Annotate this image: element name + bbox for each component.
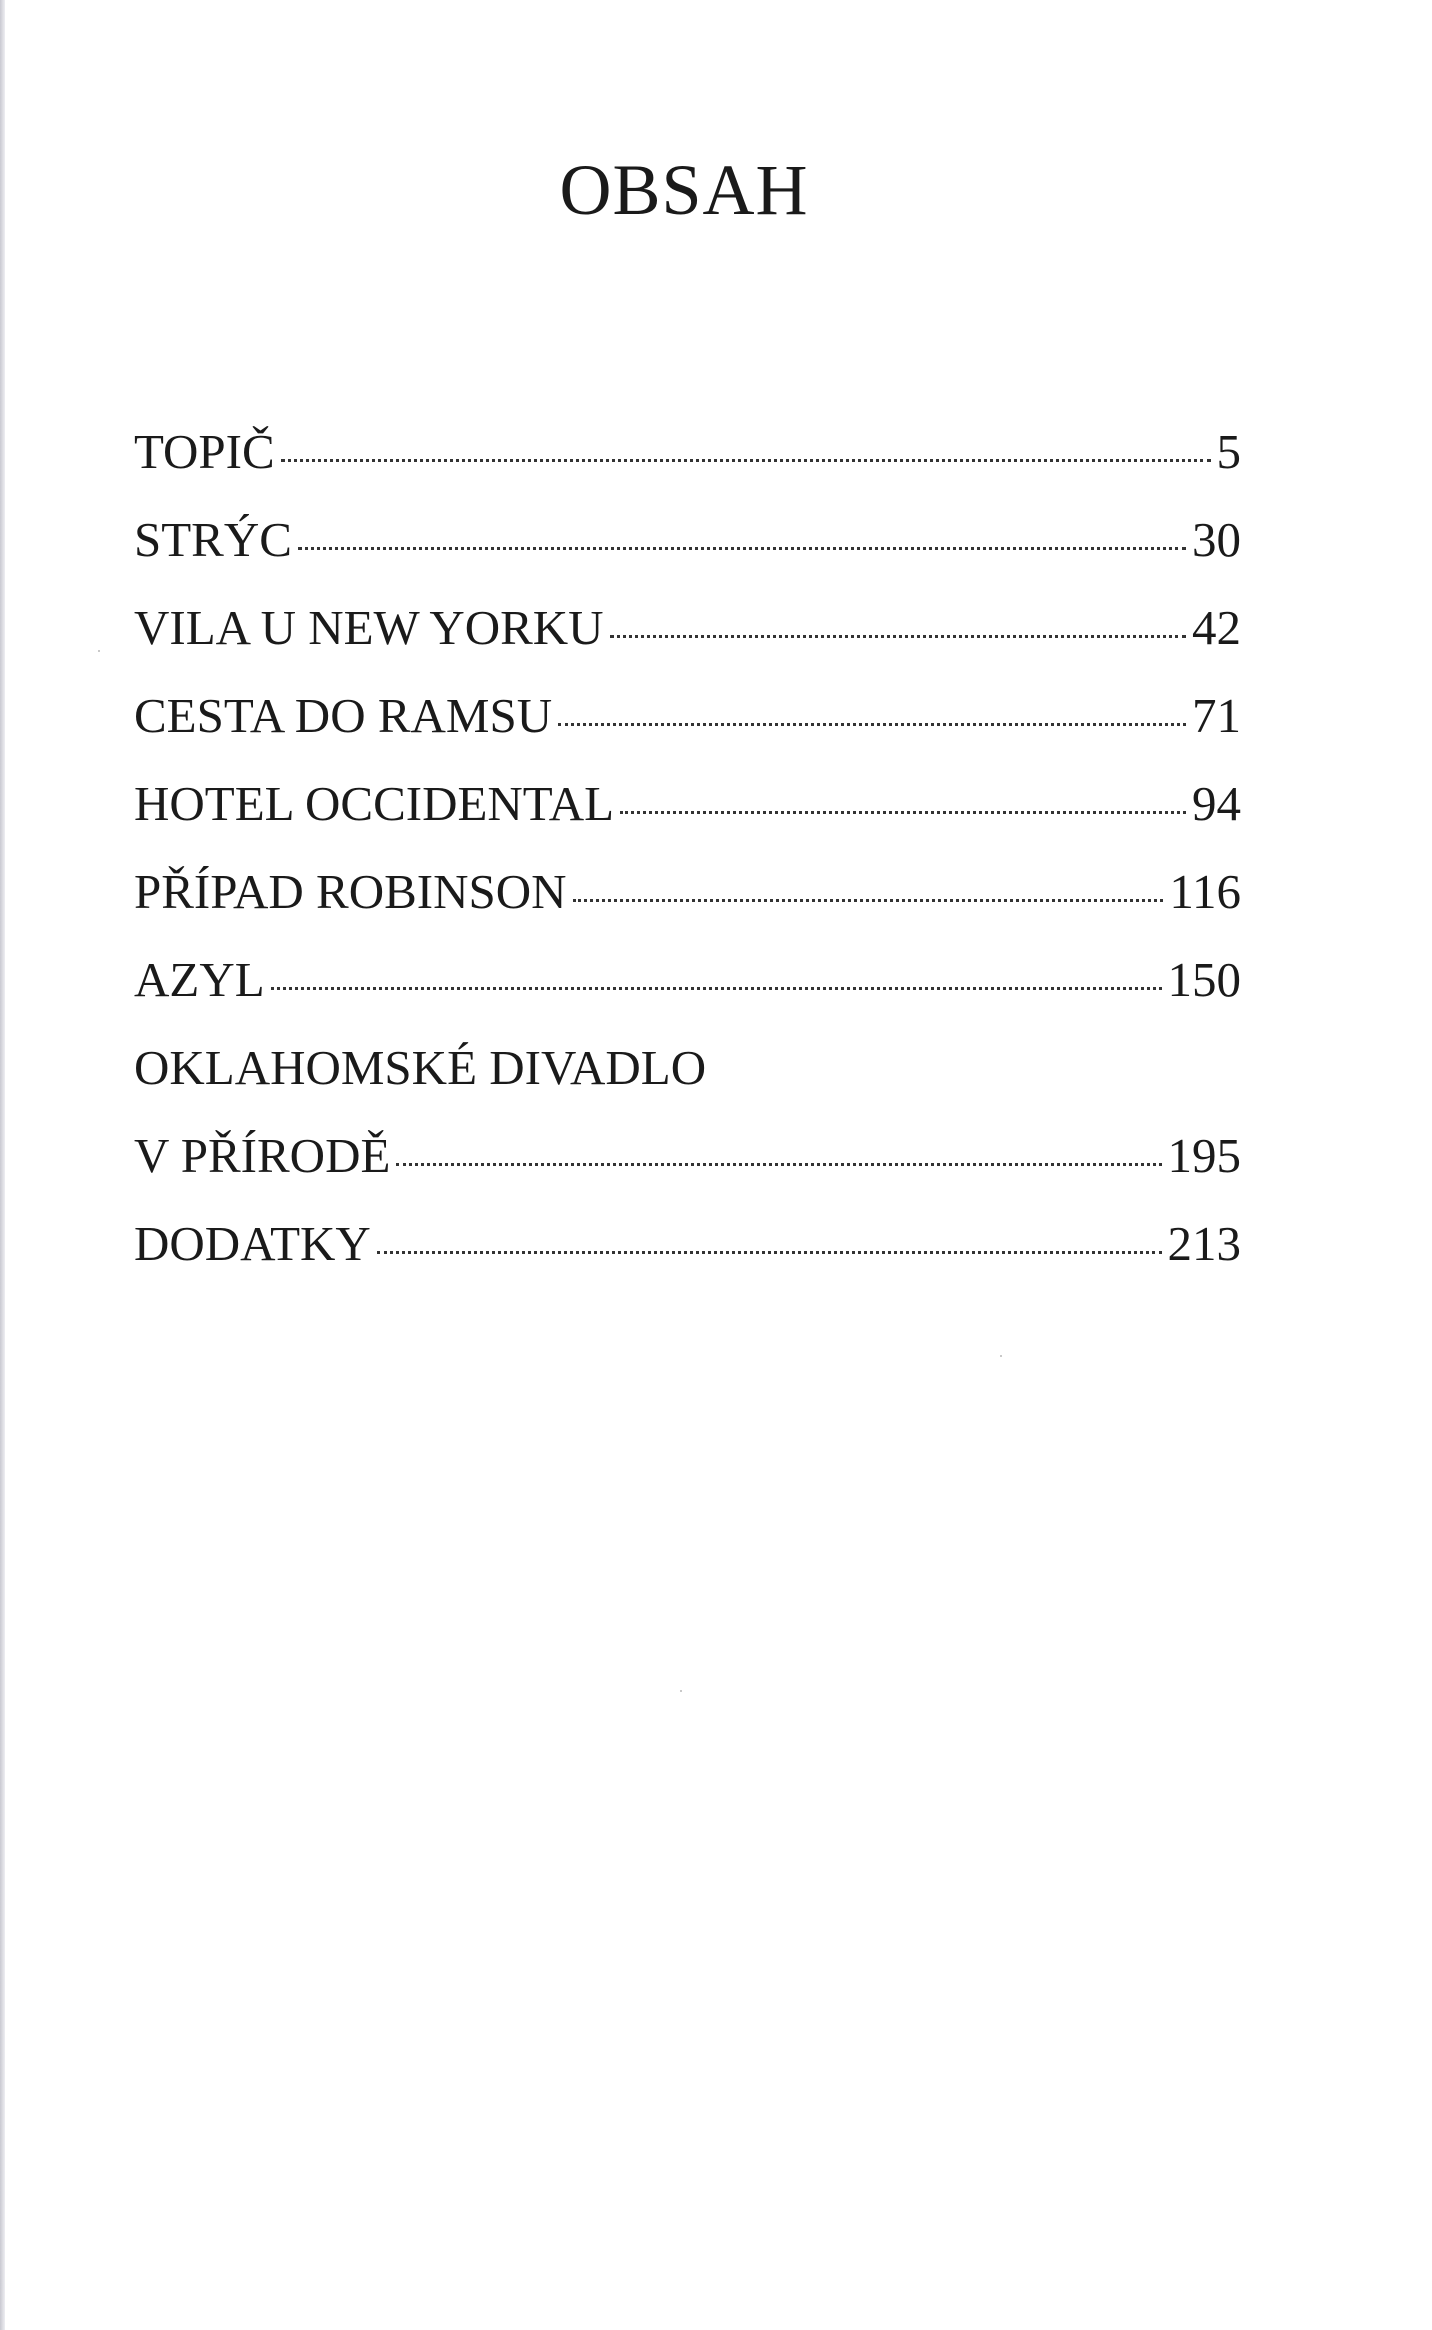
- toc-entry-v-prirode: [134, 1112, 1241, 1200]
- toc-entry-azyl: [134, 936, 1241, 1024]
- dot-leader: [271, 936, 1162, 996]
- toc-entry-label: OKLAHOMSKÉ DIVADLO: [134, 1040, 707, 1095]
- toc-entry-page: 213: [1167, 1216, 1241, 1271]
- toc-entry-label: VILA U NEW YORKU: [134, 600, 604, 655]
- toc-entry-page: 5: [1216, 424, 1241, 479]
- dot-leader: [610, 584, 1186, 644]
- paper-speck: [1000, 1355, 1002, 1357]
- toc-entry-label: PŘÍPAD ROBINSON: [134, 864, 567, 919]
- toc-entry-page: 94: [1192, 776, 1241, 831]
- toc-entry-label: V PŘÍRODĚ: [134, 1128, 391, 1183]
- toc-entry-label: HOTEL OCCIDENTAL: [134, 776, 615, 831]
- paper-speck: [98, 650, 100, 652]
- toc-entry-label: AZYL: [134, 952, 265, 1007]
- toc-entry-page: 42: [1192, 600, 1241, 655]
- toc-entry-page: 116: [1169, 864, 1241, 919]
- toc-entry-oklahomske-divadlo: [134, 1024, 1241, 1112]
- dot-leader: [281, 408, 1211, 468]
- dot-leader: [558, 672, 1186, 732]
- toc-entry-label: DODATKY: [134, 1216, 371, 1271]
- toc-entry-label: STRÝC: [134, 512, 292, 567]
- page-title: OBSAH: [559, 150, 809, 230]
- dot-leader: [396, 1112, 1161, 1172]
- toc-entry-dodatky: [134, 1200, 1241, 1288]
- toc-entry-page: 195: [1167, 1128, 1241, 1183]
- page-edge-shadow: [0, 0, 5, 2330]
- toc-entry-hotel-occidental: [134, 760, 1241, 848]
- dot-leader: [298, 496, 1186, 556]
- dot-leader: [377, 1200, 1162, 1260]
- dot-leader: [620, 760, 1186, 820]
- toc-entry-label: TOPIČ: [134, 424, 275, 479]
- toc-entry-vila-u-new-yorku: [134, 584, 1241, 672]
- toc-entry-cesta-do-ramsu: [134, 672, 1241, 760]
- toc-entry-pripad-robinson: [134, 848, 1241, 936]
- toc-entry-page: 71: [1192, 688, 1241, 743]
- dot-leader: [573, 848, 1164, 908]
- toc-entry-stryc: [134, 496, 1241, 584]
- paper-speck: [680, 1690, 682, 1692]
- table-of-contents: [134, 408, 1241, 1288]
- toc-entry-label: CESTA DO RAMSU: [134, 688, 553, 743]
- toc-entry-page: 30: [1192, 512, 1241, 567]
- toc-entry-topic: [134, 408, 1241, 496]
- toc-entry-page: 150: [1167, 952, 1241, 1007]
